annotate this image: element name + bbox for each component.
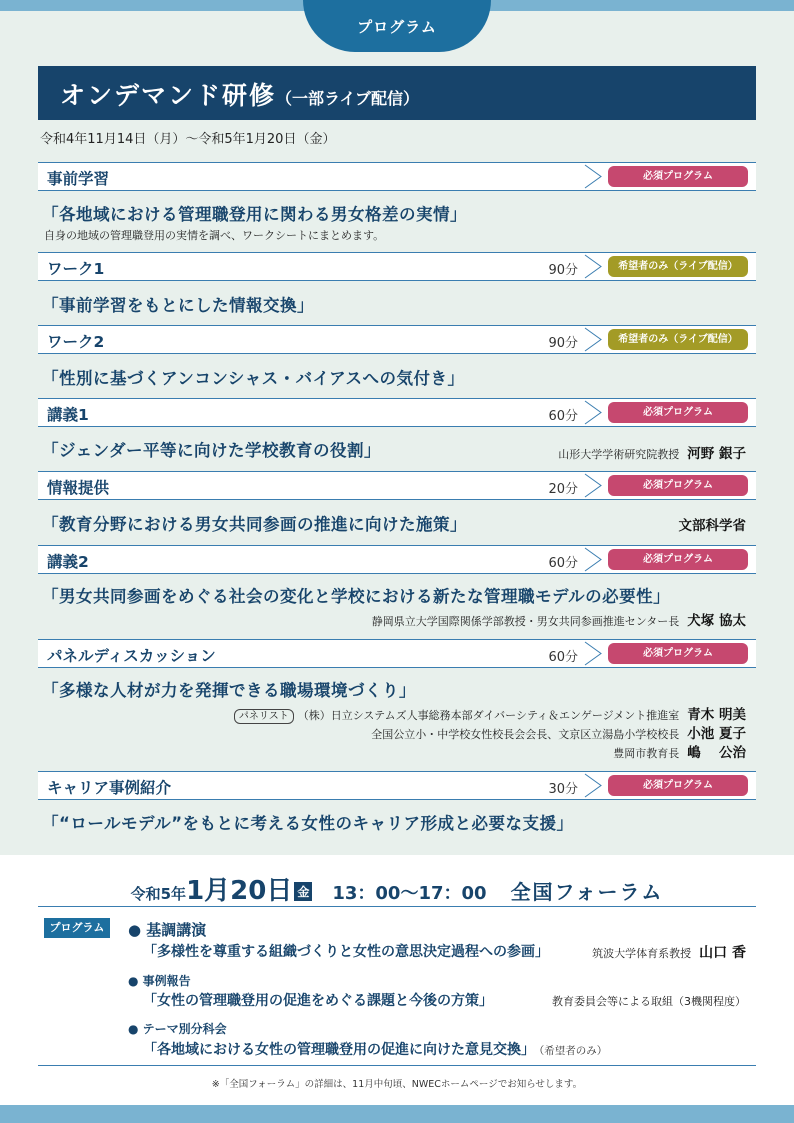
forum-heading: [0, 870, 794, 907]
chevron-right-icon: [579, 772, 606, 799]
section-duration: 90分: [548, 336, 578, 351]
forum-item-title: ● テーマ別分科会: [128, 1022, 227, 1036]
section-header-prework: [38, 162, 756, 191]
forum-item-subtitle: 「多様性を尊重する組織づくりと女性の意思決定過程への参画」: [143, 944, 549, 960]
panelist: [234, 703, 746, 724]
section-header-lecture2: [38, 545, 756, 574]
speaker-title: 山形大学学術研究院教授: [558, 448, 680, 461]
lecture-title: 「性別に基づくアンコンシャス・バイアスへの気付き」: [42, 369, 465, 388]
speaker-name: 青木 明美: [687, 707, 746, 723]
forum-item-note: （希望者のみ）: [539, 1045, 608, 1057]
forum-program-tag: プログラム: [44, 918, 110, 938]
forum-item-subtitle: 「女性の管理職登用の促進をめぐる課題と今後の方策」: [143, 993, 493, 1009]
section-duration: 60分: [548, 650, 578, 665]
required-badge: 必須プログラム: [608, 166, 748, 187]
speaker: [558, 442, 746, 462]
divider: [38, 1065, 756, 1066]
chevron-right-icon: [579, 546, 606, 573]
panelist: [613, 741, 746, 761]
speaker-title: 全国公立小・中学校女性校長会会長、文京区立湯島小学校校長: [371, 728, 680, 741]
speaker: [671, 514, 747, 534]
required-badge: 必須プログラム: [608, 475, 748, 496]
page-subtitle: （一部ライブ配信）: [276, 89, 420, 108]
lecture-title: 「“ロールモデル”をもとに考える女性のキャリア形成と必要な支援」: [42, 814, 574, 833]
section-name: 講義1: [47, 406, 89, 424]
forum-date: 1月20日: [186, 876, 293, 906]
speaker-name: 山口 香: [699, 945, 746, 961]
speaker-name: 河野 銀子: [687, 446, 746, 462]
required-badge: 必須プログラム: [608, 775, 748, 796]
lecture-title: 「多様な人材が力を発揮できる職場環境づくり」: [42, 681, 416, 700]
footnote: ※「全国フォーラム」の詳細は、11月中旬頃、NWECホームページでお知らせします。: [211, 1079, 583, 1090]
optional-badge: 希望者のみ（ライブ配信）: [608, 329, 748, 350]
section-duration: 30分: [548, 782, 578, 797]
required-badge: 必須プログラム: [608, 402, 748, 423]
speaker-name: 犬塚 協太: [687, 613, 746, 629]
forum-item-subtitle: [143, 1039, 607, 1059]
optional-badge: 希望者のみ（ライブ配信）: [608, 256, 748, 277]
forum-item-title: ● 基調講演: [128, 921, 207, 939]
chevron-right-icon: [579, 253, 606, 280]
page-title: オンデマンド研修: [60, 81, 277, 110]
forum-item-speaker: [592, 942, 746, 962]
bottom-band: [0, 1105, 794, 1123]
date-range: 令和4年11月14日（月）～令和5年1月20日（金）: [40, 132, 336, 147]
panelist: [371, 722, 746, 742]
speaker-title: 静岡県立大学国際関係学部教授・男女共同参画推進センター長: [371, 615, 680, 628]
lecture-title: 「男女共同参画をめぐる社会の変化と学校における新たな管理職モデルの必要性」: [42, 587, 671, 606]
section-name: ワーク2: [47, 333, 105, 351]
section-header-panel: [38, 639, 756, 668]
section-name: 事前学習: [47, 170, 110, 188]
speaker: [372, 609, 746, 629]
section-name: 情報提供: [47, 479, 110, 497]
speaker-name: 小池 夏子: [687, 726, 746, 742]
lecture-title: 「各地域における管理職登用に関わる男女格差の実情」: [42, 205, 467, 224]
speaker-title: 教育委員会等による取組（3機関程度）: [552, 995, 746, 1008]
divider: [38, 906, 756, 907]
title-bar: [38, 66, 756, 120]
chevron-right-icon: [579, 399, 606, 426]
forum-name: 全国フォーラム: [510, 880, 664, 904]
chevron-right-icon: [579, 472, 606, 499]
section-name: ワーク1: [47, 260, 105, 278]
chevron-right-icon: [579, 326, 606, 353]
section-header-work1: [38, 252, 756, 281]
section-header-lecture1: [38, 398, 756, 427]
speaker-name: 文部科学省: [678, 518, 746, 534]
forum-item-speaker: [552, 993, 746, 1009]
lecture-title: 「教育分野における男女共同参画の推進に向けた施策」: [42, 515, 467, 534]
section-duration: 20分: [548, 482, 578, 497]
speaker-title: （株）日立システムズ人事総務本部ダイバーシティ＆エンゲージメント推進室: [297, 709, 680, 722]
forum-weekday: 金: [294, 882, 312, 901]
section-header-info: [38, 471, 756, 500]
section-duration: 60分: [548, 409, 578, 424]
forum-item-title: ● 事例報告: [128, 974, 191, 988]
section-name: キャリア事例紹介: [47, 779, 172, 797]
chevron-right-icon: [579, 163, 606, 190]
forum-item-subtitle-text: 「各地域における女性の管理職登用の促進に向けた意見交換」: [143, 1042, 535, 1058]
section-duration: 60分: [548, 556, 578, 571]
section-header-work2: [38, 325, 756, 354]
required-badge: 必須プログラム: [608, 643, 748, 664]
lecture-title: 「ジェンダー平等に向けた学校教育の役割」: [42, 441, 382, 460]
program-tab: プログラム: [303, 0, 491, 52]
section-name: パネルディスカッション: [47, 647, 216, 665]
lecture-title: 「事前学習をもとにした情報交換」: [42, 296, 314, 315]
speaker-title: 筑波大学体育系教授: [592, 947, 692, 960]
lecture-description: 自身の地域の管理職登用の実情を調べ、ワークシートにまとめます。: [44, 229, 385, 242]
required-badge: 必須プログラム: [608, 549, 748, 570]
speaker-name: 嶋 公治: [687, 745, 746, 761]
section-duration: 90分: [548, 263, 578, 278]
section-name: 講義2: [47, 553, 89, 571]
panelist-tag: パネリスト: [234, 709, 294, 724]
forum-era: 令和5年: [130, 885, 187, 903]
section-header-career: [38, 771, 756, 800]
speaker-title: 豊岡市教育長: [613, 747, 680, 760]
chevron-right-icon: [579, 640, 606, 667]
forum-time: 13：00～17：00: [332, 883, 487, 904]
